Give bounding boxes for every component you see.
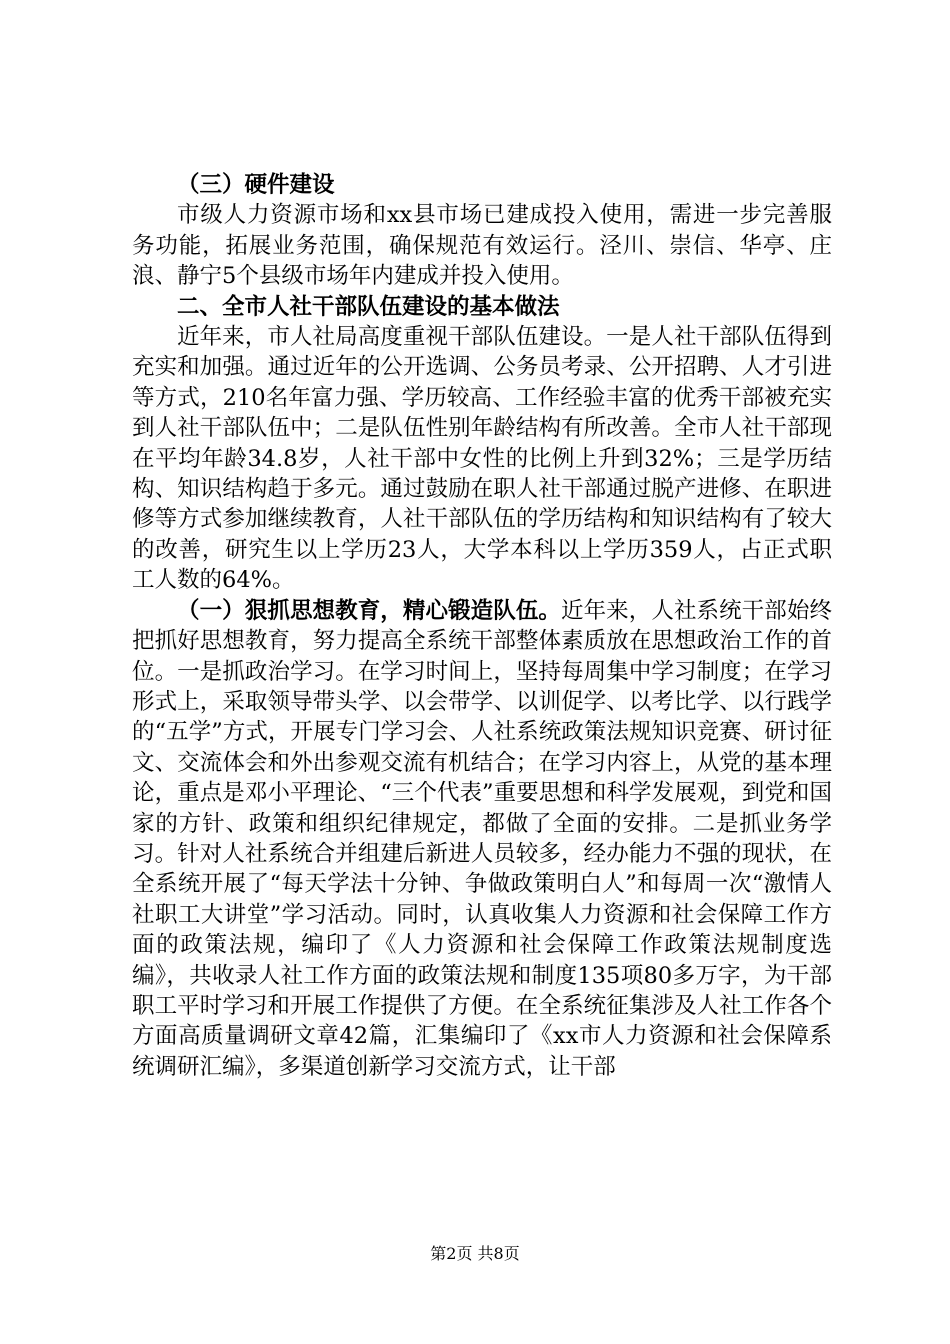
document-body (132, 170, 832, 1082)
paragraph-overview: 近年来，市人社局高度重视干部队伍建设。一是人社干部队伍得到充实和加强。通过近年的公开选调、公务员考录、公开招聘、人才引进等方式，210名年富力强、学历较高、工作经验丰富的优秀干部被充实到人社干部队伍中；二是队伍性别年龄结构有所改善。全市人社干部现在平均年龄34.8岁，人社干部中女性的比例上升到32%；三是学历结构、知识结构趋于多元。通过鼓励在职人社干部通过脱产进修、在职进修等方式参加继续教育，人社干部队伍的学历结构和知识结构有了较大的改善，研究生以上学历23人，大学本科以上学历359人，占正式职工人数的64%。 (132, 324, 832, 594)
paragraph-ideological-education-text: 近年来，人社系统干部始终把抓好思想教育，努力提高全系统干部整体素质放在思想政治工作的首位。一是抓政治学习。在学习时间上，坚持每周集中学习制度；在学习形式上，采取领导带头学、以会带学、以训促学、以考比学、以行践学的“五学”方式，开展专门学习会、人社系统政策法规知识竞赛、研讨征文、交流体会和外出参观交流有机结合；在学习内容上，从党的基本理论，重点是邓小平理论、“三个代表”重要思想和科学发展观，到党和国家的方针、政策和组织纪律规定，都做了全面的安排。二是抓业务学习。针对人社系统合并组建后新进人员较多，经办能力不强的现状，在全系统开展了“每天学法十分钟、争做政策明白人”和每周一次“激情人社职工大讲堂”学习活动。同时，认真收集人力资源和社会保障工作方面的政策法规，编印了《人力资源和社会保障工作政策法规制度选编》，共收录人社工作方面的政策法规和制度135项80多万字，为干部职工平时学习和开展工作提供了方便。在全系统征集涉及人社工作各个方面高质量调研文章42篇，汇集编印了《xx市人力资源和社会保障系统调研汇编》，多渠道创新学习交流方式，让干部 (132, 597, 832, 1080)
heading-hardware: （三）硬件建设 (177, 172, 335, 198)
page-footer (0, 1243, 950, 1265)
heading-section-2: 二、全市人社干部队伍建设的基本做法 (177, 293, 560, 320)
subheading-ideological-education: （一）狠抓思想教育，精心锻造队伍。 (177, 597, 561, 624)
page-number-label: 第2页 共8页 (430, 1244, 520, 1263)
paragraph-hardware: 市级人力资源市场和xx县市场已建成投入使用，需进一步完善服务功能，拓展业务范围，确保规范有效运行。泾川、崇信、华亭、庄浪、静宁5个县级市场年内建成并投入使用。 (132, 202, 832, 290)
paragraph-ideological-education (132, 596, 832, 1083)
